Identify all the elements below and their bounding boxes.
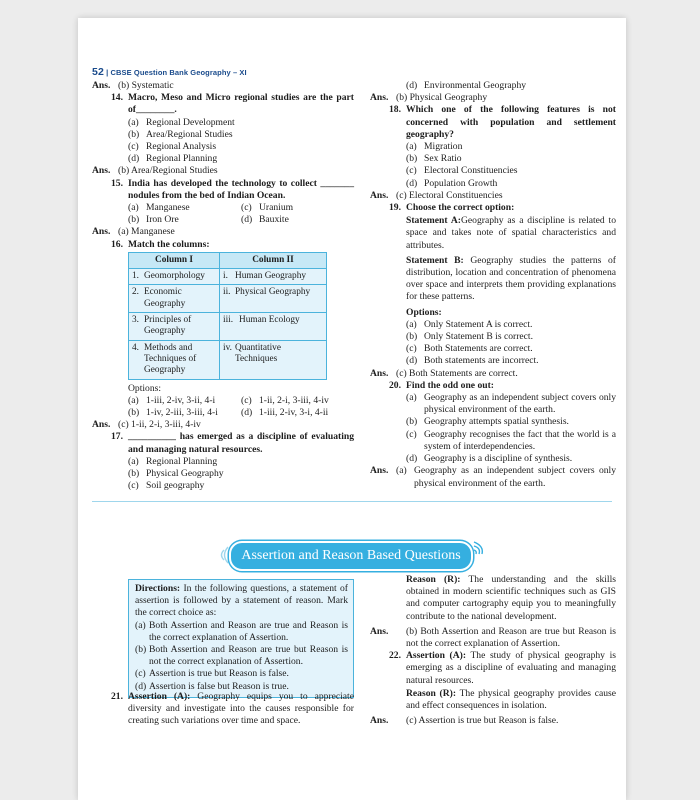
answer-line: Ans. (a) Geography as an independent subject covers only physical environment of the earth. [370, 465, 616, 489]
question-18: 18. Which one of the following features is not concerned with population and settlement geography? [389, 104, 616, 140]
option: (d) Assertion is false but Reason is true. [135, 680, 289, 692]
option: (a) Regional Development [128, 116, 235, 128]
option-pair: (a) Manganese (c) Uranium [128, 202, 294, 214]
answer-line: Ans. (c) Electoral Constituencies [370, 189, 503, 201]
wave-decoration-icon [472, 540, 488, 562]
question-17: 17. __________ has emerged as a discipline of evaluating and managing natural resources. [111, 431, 354, 455]
table-row: 2. Economic Geography ii. Physical Geography [129, 285, 327, 313]
option: (b) Only Statement B is correct. [406, 331, 533, 343]
answer-line: Ans. (a) Manganese [92, 226, 175, 238]
table-row: 3. Principles of Geography iii. Human Ecology [129, 313, 327, 341]
header-separator: | [106, 68, 109, 77]
question-19: 19. Choose the correct option: [389, 202, 515, 214]
option-pair: (a) 1-iii, 2-iv, 3-ii, 4-i (c) 1-ii, 2-i, 3-iii, 4-iv [128, 394, 329, 406]
option: (c) Electoral Constituencies [406, 165, 518, 177]
option: (a) Regional Planning [128, 455, 218, 467]
question-21: 21. Assertion (A): Geography equips you to appreciate diversity and investigate into the causes responsible for creating such variations over time and space. [111, 691, 354, 727]
statement-b: Statement B: Geography studies the patterns of distribution, location and concentration of phenomena over space and interprets them providing explanations for these patterns. [406, 254, 616, 303]
section-title: Assertion and Reason Based Questions [229, 541, 473, 571]
options-label: Options: [128, 382, 162, 394]
answer-line: Ans. (b) Area/Regional Studies [92, 165, 218, 177]
column-header: Column I [129, 252, 220, 268]
option: (c) Soil geography [128, 480, 205, 492]
book-page [78, 18, 626, 800]
question-16: 16. Match the columns: [111, 238, 210, 250]
left-column [92, 80, 354, 492]
option: (d) Environmental Geography [406, 80, 527, 91]
option: (c) Regional Analysis [128, 141, 217, 153]
book-title: CBSE Question Bank Geography – XI [110, 68, 247, 77]
answer-line: Ans. (c) Both Statements are correct. [370, 367, 518, 379]
options-label: Options: [406, 306, 442, 318]
option: (b) Physical Geography [128, 467, 224, 479]
reason-22: Reason (R): The physical geography provides cause and effect consequences in isolation. [406, 687, 616, 712]
answer-line: Ans. (b) Systematic [92, 80, 174, 91]
statement-a: Statement A:Geography as a discipline is related to space and takes note of spatial characteristics and attributes. [406, 215, 616, 251]
option: (a) Migration [406, 141, 463, 153]
option: (d) Geography is a discipline of synthesis. [406, 453, 573, 465]
directions-box: Directions: In the following questions, a statement of assertion is followed by a statement of reason. Mark the correct choice as: (a) Both Assertion and Reason are true and Reason is the correct explanation of Assertion. (b) Both Assertion and Reason are true but Reason is not the correct explanation of Assertion. (c) Assertion is true but Reason is false. (d) Assertion is false but Reason is true. [128, 579, 354, 698]
section-divider [92, 501, 612, 502]
right-column [370, 80, 616, 490]
option: (d) Both statements are incorrect. [406, 355, 539, 367]
option-pair: (b) Iron Ore (d) Bauxite [128, 214, 289, 226]
question-14: 14. Macro, Meso and Micro regional studies are the part of________. [111, 92, 354, 116]
answer-line: Ans. (c) 1-ii, 2-i, 3-iii, 4-iv [92, 419, 201, 431]
right-column-lower [370, 574, 616, 727]
answer-line: Ans. (b) Physical Geography [370, 92, 488, 104]
page-number: 52 [92, 66, 104, 78]
question-15: 15. India has developed the technology to collect _______ nodules from the bed of Indian Ocean. [111, 177, 354, 201]
table-row: 1. Geomorphology i. Human Geography [129, 269, 327, 285]
option: (b) Area/Regional Studies [128, 128, 233, 140]
option: (d) Population Growth [406, 177, 498, 189]
question-22: 22. Assertion (A): The study of physical geography is emerging as a discipline of evaluating and managing natural resources. [389, 650, 616, 686]
option: (b) Sex Ratio [406, 153, 462, 165]
option: (c) Both Statements are correct. [406, 343, 533, 355]
option: (a) Both Assertion and Reason are true and Reason is the correct explanation of Assertion. [135, 619, 348, 643]
option: (c) Geography recognises the fact that the world is a system of interdependencies. [406, 428, 616, 452]
answer-line: Ans. (b) Both Assertion and Reason are true but Reason is not the correct explanation of Assertion. [370, 625, 616, 650]
option-pair: (b) 1-iv, 2-iii, 3-iii, 4-i (d) 1-iii, 2-iv, 3-i, 4-ii [128, 406, 329, 418]
option: (b) Both Assertion and Reason are true but Reason is not the correct explanation of Assertion. [135, 644, 348, 668]
column-header: Column II [220, 252, 327, 268]
question-20: 20. Find the odd one out: [389, 379, 494, 391]
running-header [92, 66, 247, 78]
answer-line: Ans. (c) Assertion is true but Reason is false. [370, 715, 559, 727]
option: (a) Geography as an independent subject covers only physical environment of the earth. [406, 392, 616, 416]
table-row: 4. Methods and Techniques of Geography iv. Quantitative Techniques [129, 340, 327, 379]
option: (d) Regional Planning [128, 153, 218, 165]
reason-21: Reason (R): The understanding and the skills obtained in modern scientific techniques such as GIS and computer cartography equip you to meaningfully contribute to the national development. [406, 574, 616, 622]
option: (a) Only Statement A is correct. [406, 318, 533, 330]
option: (c) Assertion is true but Reason is false. [135, 668, 289, 680]
match-table [128, 252, 327, 380]
option: (b) Geography attempts spatial synthesis. [406, 416, 569, 428]
